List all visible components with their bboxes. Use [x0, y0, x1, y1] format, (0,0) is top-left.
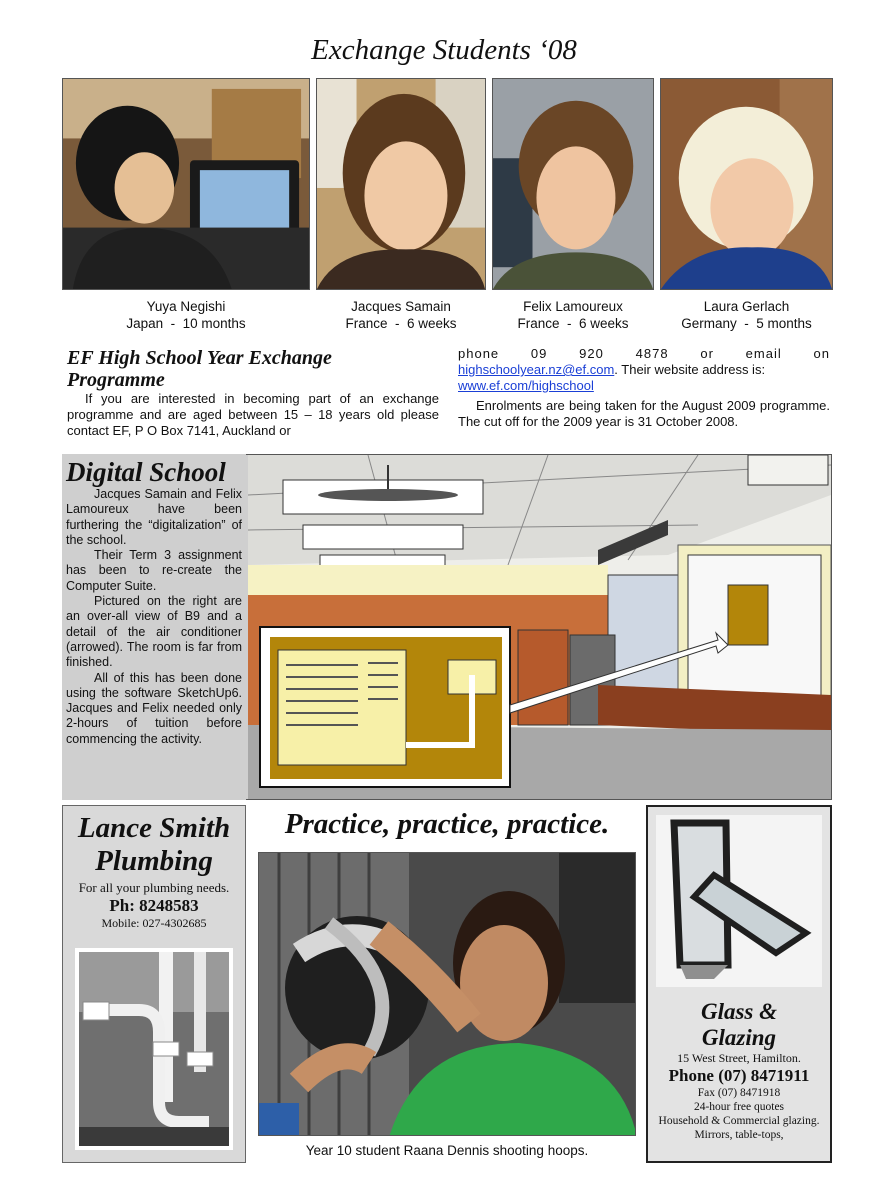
glass-quotes: 24-hour free quotes — [693, 1101, 785, 1113]
student-name: Yuya Negishi — [146, 299, 226, 314]
student-detail: France - 6 weeks — [517, 316, 629, 331]
digital-paragraph: Jacques Samain and Felix Lamoureux have been furthering the “digitalization” of the school. — [66, 487, 242, 547]
digital-paragraph: All of this has been done using the software SketchUp6. Jacques and Felix needed only 2-hours of tuition before commencing the activity. — [66, 670, 242, 746]
lance-name-line2: Plumbing — [95, 845, 213, 877]
lance-name-line1: Lance Smith — [77, 812, 231, 844]
lance-tagline: For all your plumbing needs. — [78, 880, 230, 895]
ef-heading: EF High School Year Exchange Programme — [67, 347, 332, 391]
student-photo-jacques — [316, 78, 486, 290]
basketball-photo — [258, 852, 636, 1136]
digital-school-title: Digital School — [66, 457, 226, 487]
glass-services: Household & Commercial glazing. Mirrors, table-tops, — [658, 1115, 820, 1141]
glass-phone: Phone (07) 8471911 — [668, 1066, 810, 1085]
digital-school-text — [62, 454, 246, 800]
student-photo-yuya — [62, 78, 310, 290]
glass-title-line2: Glazing — [701, 1025, 777, 1050]
plumbing-photo — [75, 948, 233, 1150]
glass-fax: Fax (07) 8471918 — [697, 1087, 781, 1099]
window-photo — [656, 815, 822, 987]
practice-heading: Practice, practice, practice. — [284, 808, 610, 840]
student-name: Felix Lamoureux — [523, 299, 623, 314]
ef-column-left — [67, 391, 439, 439]
student-caption-felix — [492, 298, 654, 332]
digital-paragraph: Their Term 3 assignment has been to re-create the Computer Suite. — [66, 548, 242, 593]
student-name: Jacques Samain — [351, 299, 451, 314]
ef-paragraph: If you are interested in becoming part of an exchange programme and are aged between 15 – 18 years old please contact EF, P O Box 7141, Auckland or — [67, 391, 439, 438]
ef-column-right — [458, 346, 830, 430]
ef-enrolments: Enrolments are being taken for the August 2009 programme. The cut off for the 2009 year is 31 October 2008. — [458, 398, 830, 429]
student-caption-laura — [660, 298, 833, 332]
glass-glazing-ad — [646, 805, 832, 1163]
student-detail: Germany - 5 months — [681, 316, 812, 331]
student-photo-felix — [492, 78, 654, 290]
lance-phone: Ph: 8248583 — [109, 896, 199, 915]
student-name: Laura Gerlach — [703, 299, 790, 314]
ef-email-link[interactable]: highschoolyear.nz@ef.com — [458, 362, 615, 377]
lance-smith-ad — [62, 805, 246, 1163]
lance-mobile: Mobile: 027-4302685 — [101, 916, 207, 930]
student-photo-laura — [660, 78, 833, 290]
student-detail: Japan - 10 months — [126, 316, 246, 331]
page-title: Exchange Students ‘08 — [311, 34, 577, 66]
glass-address: 15 West Street, Hamilton. — [677, 1051, 801, 1065]
student-detail: France - 6 weeks — [345, 316, 457, 331]
student-caption-yuya — [62, 298, 310, 332]
basketball-caption: Year 10 student Raana Dennis shooting hoops. — [305, 1143, 589, 1158]
student-caption-jacques — [316, 298, 486, 332]
glass-title-line1: Glass & — [700, 999, 778, 1024]
ef-website-text: . Their website address is: — [614, 362, 766, 377]
ef-website-link[interactable]: www.ef.com/highschool — [458, 378, 594, 393]
computer-suite-render — [248, 455, 831, 799]
ef-phone-line: phone 09 920 4878 or email on — [458, 346, 830, 361]
digital-paragraph: Pictured on the right are an over-all view of B9 and a detail of the air conditioner (arrowed). The room is far from finished. — [66, 594, 242, 670]
